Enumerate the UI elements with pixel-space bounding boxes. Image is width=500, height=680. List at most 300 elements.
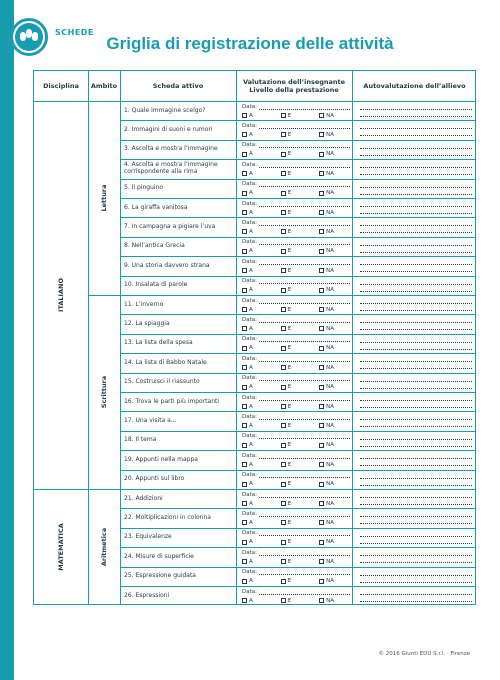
date-field[interactable] (259, 162, 350, 168)
checkbox-box[interactable] (281, 191, 286, 196)
self-evaluation-line[interactable] (360, 168, 472, 175)
checkbox-e[interactable] (281, 345, 291, 351)
self-evaluation-line[interactable] (360, 382, 472, 389)
self-evaluation[interactable] (360, 219, 472, 233)
checkbox-a[interactable] (242, 268, 253, 274)
self-evaluation-line[interactable] (360, 375, 472, 382)
checkbox-box[interactable] (281, 288, 286, 293)
date-field[interactable] (259, 142, 350, 148)
checkbox-na[interactable] (319, 268, 334, 274)
checkbox-box[interactable] (281, 210, 286, 215)
checkbox-box[interactable] (242, 501, 247, 506)
checkbox-box[interactable] (281, 443, 286, 448)
self-evaluation[interactable] (360, 510, 472, 524)
row-divider (120, 217, 475, 218)
checkbox-e[interactable] (281, 539, 291, 545)
checkbox-e[interactable] (281, 384, 291, 390)
checkbox-box[interactable] (242, 385, 247, 390)
self-evaluation[interactable] (360, 452, 472, 466)
self-evaluation-line[interactable] (360, 323, 472, 330)
checkbox-na[interactable] (319, 501, 334, 507)
checkbox-na[interactable] (319, 578, 334, 584)
self-evaluation-line[interactable] (360, 510, 472, 517)
checkbox-na[interactable] (319, 229, 334, 235)
date-field[interactable] (259, 375, 350, 381)
checkbox-a[interactable] (242, 345, 253, 351)
checkbox-a[interactable] (242, 365, 253, 371)
checkbox-e[interactable] (281, 365, 291, 371)
self-evaluation-line[interactable] (360, 226, 472, 233)
checkbox-label: A (249, 500, 253, 507)
checkbox-e[interactable] (281, 520, 291, 526)
checkbox-box[interactable] (242, 520, 247, 525)
self-evaluation[interactable] (360, 549, 472, 563)
level-options (242, 557, 334, 566)
checkbox-e[interactable] (281, 229, 291, 235)
checkbox-na[interactable] (319, 113, 334, 119)
self-evaluation-line[interactable] (360, 413, 472, 420)
checkbox-box[interactable] (281, 482, 286, 487)
checkbox-e[interactable] (281, 248, 291, 254)
checkbox-box[interactable] (319, 132, 324, 137)
checkbox-box[interactable] (242, 210, 247, 215)
checkbox-box[interactable] (281, 501, 286, 506)
checkbox-box[interactable] (281, 520, 286, 525)
checkbox-na[interactable] (319, 190, 334, 196)
checkbox-box[interactable] (281, 152, 286, 157)
checkbox-a[interactable] (242, 442, 253, 448)
checkbox-box[interactable] (319, 365, 324, 370)
self-evaluation[interactable] (360, 394, 472, 408)
checkbox-box[interactable] (242, 171, 247, 176)
checkbox-box[interactable] (281, 423, 286, 428)
checkbox-box[interactable] (281, 346, 286, 351)
checkbox-box[interactable] (319, 326, 324, 331)
self-evaluation-line[interactable] (360, 556, 472, 563)
checkbox-e[interactable] (281, 404, 291, 410)
self-evaluation[interactable] (360, 433, 472, 447)
date-field[interactable] (259, 453, 350, 459)
checkbox-box[interactable] (242, 132, 247, 137)
checkbox-label: NA (326, 481, 334, 488)
self-evaluation-line[interactable] (360, 362, 472, 369)
evaluation-date (242, 529, 350, 538)
checkbox-na[interactable] (319, 404, 334, 410)
self-evaluation-line[interactable] (360, 304, 472, 311)
self-evaluation-line[interactable] (360, 265, 472, 272)
self-evaluation-line[interactable] (360, 537, 472, 544)
checkbox-a[interactable] (242, 384, 253, 390)
checkbox-box[interactable] (319, 152, 324, 157)
checkbox-a[interactable] (242, 307, 253, 313)
checkbox-box[interactable] (242, 404, 247, 409)
self-evaluation-line[interactable] (360, 181, 472, 188)
self-evaluation-line[interactable] (360, 549, 472, 556)
date-field[interactable] (259, 530, 350, 536)
level-options (242, 518, 334, 527)
self-evaluation-line[interactable] (360, 472, 472, 479)
checkbox-box[interactable] (242, 346, 247, 351)
self-evaluation[interactable] (360, 491, 472, 505)
date-field[interactable] (259, 589, 350, 595)
checkbox-e[interactable] (281, 578, 291, 584)
date-field[interactable] (259, 569, 350, 575)
activity-name: 4. Ascolta e mostra l’immagine corrispondente alla rima (124, 161, 218, 176)
checkbox-e[interactable] (281, 171, 291, 177)
checkbox-e[interactable] (281, 481, 291, 487)
checkbox-a[interactable] (242, 404, 253, 410)
checkbox-box[interactable] (281, 598, 286, 603)
checkbox-box[interactable] (319, 249, 324, 254)
col-header-disciplina: Disciplina (43, 81, 79, 90)
checkbox-box[interactable] (319, 501, 324, 506)
checkbox-na[interactable] (319, 365, 334, 371)
date-field[interactable] (259, 259, 350, 265)
teacher-evaluation (242, 509, 350, 527)
date-label: Data: (242, 181, 257, 188)
checkbox-box[interactable] (319, 462, 324, 467)
self-evaluation-line[interactable] (360, 278, 472, 285)
checkbox-box[interactable] (242, 559, 247, 564)
checkbox-box[interactable] (242, 229, 247, 234)
checkbox-box[interactable] (242, 482, 247, 487)
checkbox-e[interactable] (281, 190, 291, 196)
checkbox-e[interactable] (281, 210, 291, 216)
checkbox-box[interactable] (242, 288, 247, 293)
self-evaluation[interactable] (360, 103, 472, 117)
checkbox-box[interactable] (242, 365, 247, 370)
self-evaluation-line[interactable] (360, 401, 472, 408)
date-field[interactable] (259, 433, 350, 439)
activity-name: 3. Ascolta e mostra l’immagine (124, 145, 218, 153)
date-field[interactable] (259, 395, 350, 401)
checkbox-box[interactable] (319, 598, 324, 603)
checkbox-box[interactable] (242, 326, 247, 331)
self-evaluation[interactable] (360, 413, 472, 427)
self-evaluation[interactable] (360, 122, 472, 136)
checkbox-na[interactable] (319, 326, 334, 332)
teacher-evaluation (242, 199, 350, 217)
checkbox-box[interactable] (319, 171, 324, 176)
checkbox-a[interactable] (242, 326, 253, 332)
self-evaluation-line[interactable] (360, 576, 472, 583)
self-evaluation[interactable] (360, 336, 472, 350)
self-evaluation[interactable] (360, 181, 472, 195)
self-evaluation-line[interactable] (360, 188, 472, 195)
checkbox-na[interactable] (319, 462, 334, 468)
checkbox-box[interactable] (319, 268, 324, 273)
checkbox-box[interactable] (319, 229, 324, 234)
self-evaluation-line[interactable] (360, 161, 472, 168)
checkbox-e[interactable] (281, 113, 291, 119)
self-evaluation-line[interactable] (360, 530, 472, 537)
checkbox-na[interactable] (319, 559, 334, 565)
self-evaluation[interactable] (360, 588, 472, 602)
checkbox-e[interactable] (281, 132, 291, 138)
self-evaluation-line[interactable] (360, 316, 472, 323)
checkbox-label: A (249, 481, 253, 488)
checkbox-na[interactable] (319, 423, 334, 429)
checkbox-box[interactable] (281, 132, 286, 137)
checkbox-box[interactable] (281, 385, 286, 390)
checkbox-box[interactable] (281, 540, 286, 545)
self-evaluation-line[interactable] (360, 433, 472, 440)
checkbox-box[interactable] (281, 307, 286, 312)
checkbox-box[interactable] (319, 307, 324, 312)
self-evaluation-line[interactable] (360, 420, 472, 427)
date-field[interactable] (259, 278, 350, 284)
date-field[interactable] (259, 550, 350, 556)
self-evaluation[interactable] (360, 316, 472, 330)
checkbox-label: NA (326, 422, 334, 429)
checkbox-box[interactable] (281, 559, 286, 564)
checkbox-box[interactable] (242, 423, 247, 428)
checkbox-box[interactable] (242, 579, 247, 584)
checkbox-box[interactable] (319, 210, 324, 215)
checkbox-e[interactable] (281, 151, 291, 157)
checkbox-a[interactable] (242, 539, 253, 545)
checkbox-a[interactable] (242, 132, 253, 138)
self-evaluation-line[interactable] (360, 129, 472, 136)
checkbox-a[interactable] (242, 598, 253, 604)
evaluation-date (242, 218, 350, 227)
table-row (120, 314, 477, 334)
col-header-autovalutazione: Autovalutazione dell’allievo (363, 81, 466, 90)
teacher-evaluation (242, 277, 350, 295)
checkbox-a[interactable] (242, 462, 253, 468)
self-evaluation[interactable] (360, 161, 472, 175)
self-evaluation-line[interactable] (360, 110, 472, 117)
checkbox-a[interactable] (242, 190, 253, 196)
checkbox-box[interactable] (281, 579, 286, 584)
checkbox-box[interactable] (281, 365, 286, 370)
checkbox-na[interactable] (319, 345, 334, 351)
checkbox-e[interactable] (281, 559, 291, 565)
level-options (242, 227, 334, 236)
activity-name: 9. Una storia davvero strana (124, 261, 210, 269)
checkbox-box[interactable] (242, 598, 247, 603)
checkbox-a[interactable] (242, 559, 253, 565)
checkbox-a[interactable] (242, 113, 253, 119)
checkbox-a[interactable] (242, 248, 253, 254)
checkbox-e[interactable] (281, 501, 291, 507)
self-evaluation-line[interactable] (360, 459, 472, 466)
checkbox-e[interactable] (281, 598, 291, 604)
row-divider (120, 411, 475, 412)
date-field[interactable] (259, 356, 350, 362)
self-evaluation[interactable] (360, 142, 472, 156)
self-evaluation[interactable] (360, 375, 472, 389)
self-evaluation[interactable] (360, 530, 472, 544)
checkbox-a[interactable] (242, 287, 253, 293)
self-evaluation[interactable] (360, 278, 472, 292)
evaluation-date (242, 199, 350, 208)
checkbox-label: A (249, 170, 253, 177)
self-evaluation-line[interactable] (360, 285, 472, 292)
table-row (120, 489, 477, 509)
self-evaluation-line[interactable] (360, 239, 472, 246)
self-evaluation-line[interactable] (360, 355, 472, 362)
self-evaluation-line[interactable] (360, 207, 472, 214)
checkbox-box[interactable] (242, 191, 247, 196)
checkbox-na[interactable] (319, 481, 334, 487)
checkbox-e[interactable] (281, 307, 291, 313)
row-divider (120, 373, 475, 374)
checkbox-box[interactable] (319, 579, 324, 584)
checkbox-a[interactable] (242, 423, 253, 429)
date-field[interactable] (259, 472, 350, 478)
date-field[interactable] (259, 239, 350, 245)
self-evaluation-line[interactable] (360, 394, 472, 401)
date-field[interactable] (259, 317, 350, 323)
checkbox-box[interactable] (281, 326, 286, 331)
checkbox-box[interactable] (242, 540, 247, 545)
self-evaluation[interactable] (360, 239, 472, 253)
date-label: Data: (242, 258, 257, 265)
self-evaluation[interactable] (360, 472, 472, 486)
checkbox-a[interactable] (242, 171, 253, 177)
checkbox-box[interactable] (281, 268, 286, 273)
row-divider (120, 276, 475, 277)
checkbox-e[interactable] (281, 423, 291, 429)
checkbox-box[interactable] (319, 443, 324, 448)
checkbox-a[interactable] (242, 151, 253, 157)
checkbox-box[interactable] (281, 229, 286, 234)
date-field[interactable] (259, 414, 350, 420)
checkbox-na[interactable] (319, 520, 334, 526)
checkbox-na[interactable] (319, 287, 334, 293)
checkbox-label: E (287, 287, 292, 294)
date-field[interactable] (259, 492, 350, 498)
checkbox-label: E (287, 500, 292, 507)
date-field[interactable] (259, 104, 350, 110)
checkbox-a[interactable] (242, 481, 253, 487)
self-evaluation-line[interactable] (360, 246, 472, 253)
checkbox-box[interactable] (281, 171, 286, 176)
checkbox-label: A (249, 519, 253, 526)
checkbox-box[interactable] (242, 307, 247, 312)
checkbox-e[interactable] (281, 326, 291, 332)
self-evaluation-line[interactable] (360, 491, 472, 498)
checkbox-label: E (287, 422, 292, 429)
checkbox-a[interactable] (242, 229, 253, 235)
checkbox-box[interactable] (319, 404, 324, 409)
checkbox-na[interactable] (319, 539, 334, 545)
checkbox-label: A (249, 422, 253, 429)
checkbox-na[interactable] (319, 442, 334, 448)
checkbox-box[interactable] (319, 113, 324, 118)
checkbox-box[interactable] (281, 404, 286, 409)
self-evaluation[interactable] (360, 355, 472, 369)
self-evaluation-line[interactable] (360, 103, 472, 110)
self-evaluation-line[interactable] (360, 517, 472, 524)
date-field[interactable] (259, 201, 350, 207)
checkbox-a[interactable] (242, 520, 253, 526)
date-field[interactable] (259, 123, 350, 129)
checkbox-box[interactable] (319, 482, 324, 487)
checkbox-label: E (287, 248, 292, 255)
checkbox-a[interactable] (242, 578, 253, 584)
self-evaluation-line[interactable] (360, 336, 472, 343)
self-evaluation-line[interactable] (360, 479, 472, 486)
checkbox-box[interactable] (242, 152, 247, 157)
self-evaluation-line[interactable] (360, 219, 472, 226)
checkbox-box[interactable] (319, 191, 324, 196)
checkbox-a[interactable] (242, 210, 253, 216)
self-evaluation-line[interactable] (360, 343, 472, 350)
checkbox-na[interactable] (319, 598, 334, 604)
checkbox-e[interactable] (281, 462, 291, 468)
checkbox-label: NA (326, 209, 334, 216)
checkbox-na[interactable] (319, 384, 334, 390)
checkbox-na[interactable] (319, 307, 334, 313)
checkbox-box[interactable] (281, 113, 286, 118)
checkbox-box[interactable] (242, 268, 247, 273)
checkbox-box[interactable] (319, 520, 324, 525)
checkbox-a[interactable] (242, 501, 253, 507)
checkbox-e[interactable] (281, 287, 291, 293)
self-evaluation[interactable] (360, 258, 472, 272)
checkbox-label: NA (326, 112, 334, 119)
self-evaluation-line[interactable] (360, 440, 472, 447)
col-header-valutazione (236, 71, 352, 101)
self-evaluation-line[interactable] (360, 569, 472, 576)
self-evaluation-line[interactable] (360, 122, 472, 129)
checkbox-box[interactable] (281, 462, 286, 467)
self-evaluation-line[interactable] (360, 149, 472, 156)
self-evaluation-line[interactable] (360, 588, 472, 595)
checkbox-box[interactable] (319, 346, 324, 351)
checkbox-na[interactable] (319, 151, 334, 157)
checkbox-box[interactable] (242, 113, 247, 118)
self-evaluation-line[interactable] (360, 595, 472, 602)
checkbox-label: A (249, 442, 253, 449)
checkbox-box[interactable] (242, 462, 247, 467)
self-evaluation[interactable] (360, 297, 472, 311)
checkbox-box[interactable] (319, 423, 324, 428)
checkbox-e[interactable] (281, 268, 291, 274)
date-field[interactable] (259, 511, 350, 517)
checkbox-na[interactable] (319, 171, 334, 177)
date-field[interactable] (259, 336, 350, 342)
self-evaluation-line[interactable] (360, 498, 472, 505)
level-options (242, 577, 334, 586)
date-field[interactable] (259, 220, 350, 226)
self-evaluation-line[interactable] (360, 258, 472, 265)
evaluation-date (242, 238, 350, 247)
checkbox-box[interactable] (319, 385, 324, 390)
checkbox-e[interactable] (281, 442, 291, 448)
checkbox-box[interactable] (242, 443, 247, 448)
checkbox-na[interactable] (319, 132, 334, 138)
self-evaluation-line[interactable] (360, 297, 472, 304)
checkbox-box[interactable] (319, 559, 324, 564)
level-options (242, 111, 334, 120)
checkbox-na[interactable] (319, 248, 334, 254)
checkbox-box[interactable] (319, 540, 324, 545)
self-evaluation-line[interactable] (360, 200, 472, 207)
date-field[interactable] (259, 298, 350, 304)
self-evaluation-line[interactable] (360, 452, 472, 459)
self-evaluation[interactable] (360, 569, 472, 583)
checkbox-box[interactable] (281, 249, 286, 254)
date-field[interactable] (259, 181, 350, 187)
checkbox-box[interactable] (242, 249, 247, 254)
self-evaluation-line[interactable] (360, 142, 472, 149)
checkbox-box[interactable] (319, 288, 324, 293)
checkbox-na[interactable] (319, 210, 334, 216)
self-evaluation[interactable] (360, 200, 472, 214)
